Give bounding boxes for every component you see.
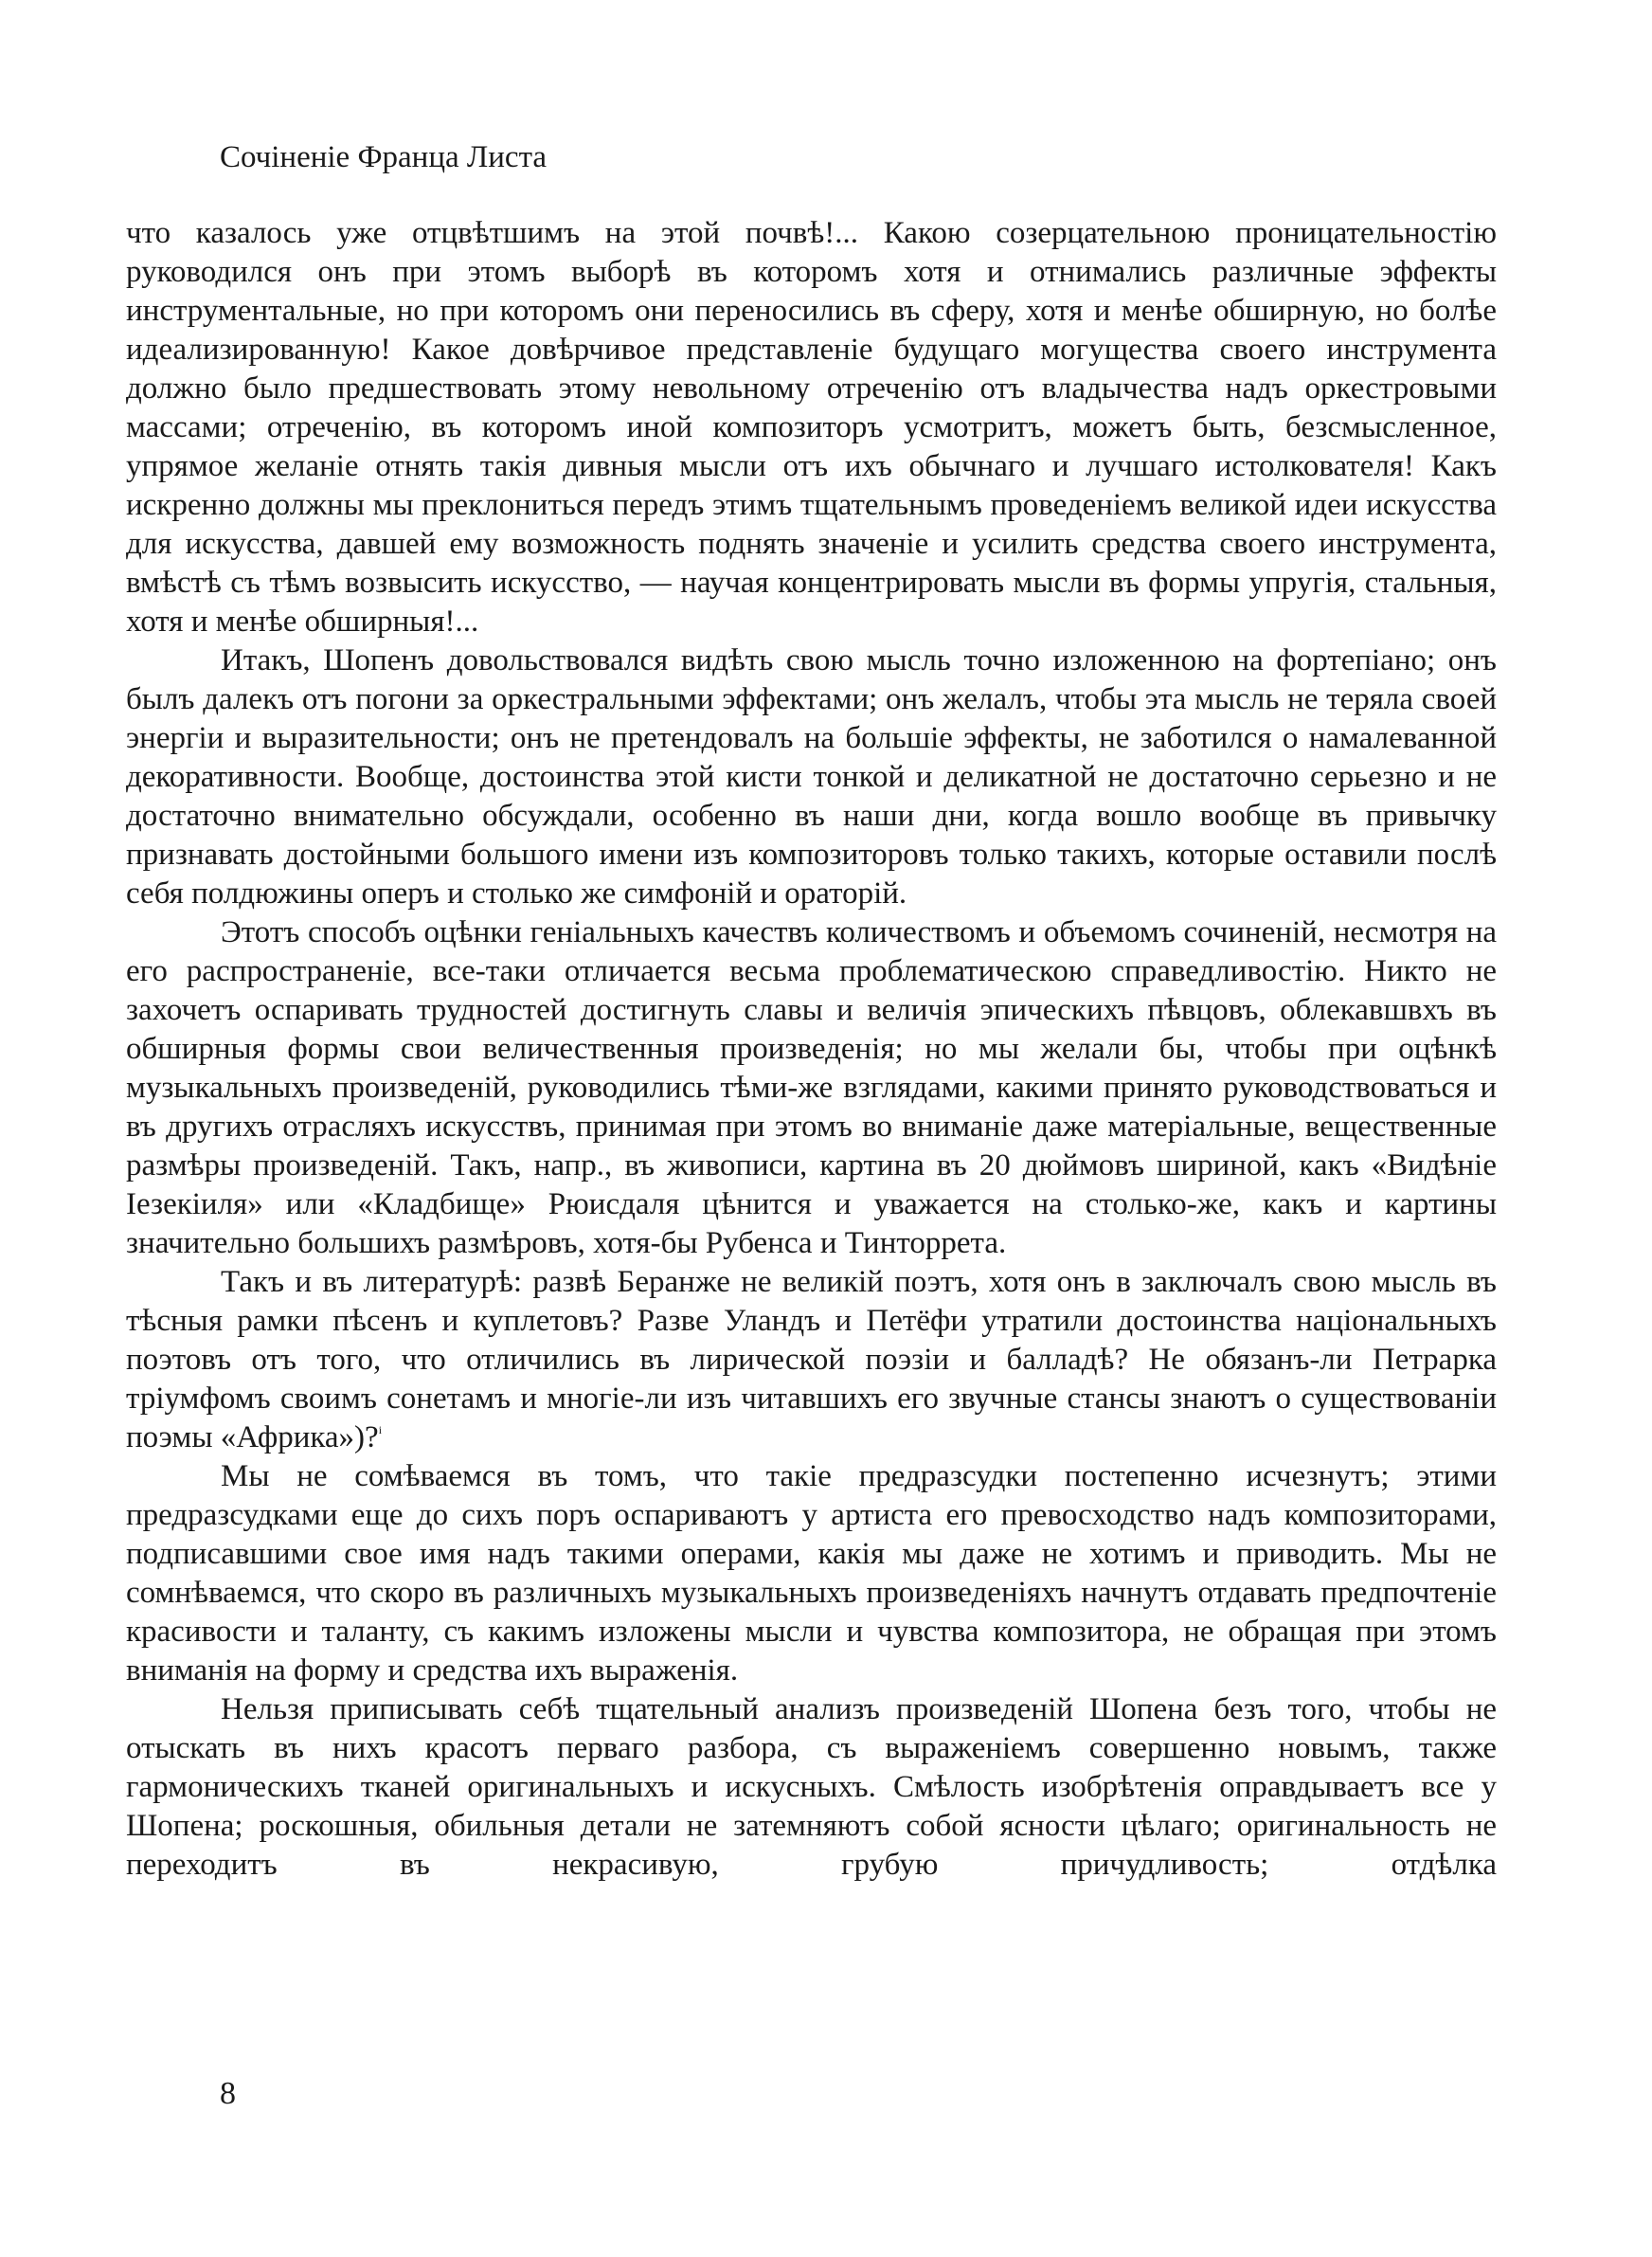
paragraph-4-text: Такъ и въ литературѣ: развѣ Беранже не великiй поэтъ, хотя онъ в заключалъ свою мысль въ тѣсныя рамки пѣсенъ и куплетовъ? Разве Уландъ и Петёфи утратили достоинства нацiональныхъ поэтовъ отъ того, что отличились въ лирической поэзiи и балладѣ? Не обязанъ-ли Петрарка трiумфомъ своимъ сонетамъ и многiе-ли изъ читавшихъ его звучные стансы знаютъ о существованiи поэмы «Африка»)? bbox=[126, 1265, 1497, 1454]
footnote-marker[interactable]: i bbox=[378, 1423, 383, 1436]
paragraph-1 bbox=[126, 214, 1497, 641]
paragraph-2 bbox=[126, 641, 1497, 913]
paragraph-5 bbox=[126, 1457, 1497, 1690]
paragraph-5-text: Мы не сомѣваемся въ томъ, что такiе предразсудки постепенно исчезнутъ; этими предразсудками еще до сихъ поръ оспариваютъ у артиста его превосходство надъ композиторами, подписавшими свое имя надъ такими операми, какiя мы даже не хотимъ и приводить. Мы не сомнѣваемся, что скоро въ различныхъ музыкальныхъ произведенiяхъ начнутъ отдавать предпочтенiе красивости и таланту, съ какимъ изложены мысли и чувства композитора, не обращая при этомъ вниманiя на форму и средства ихъ выраженiя. bbox=[126, 1459, 1497, 1688]
paragraph-1-text: что казалось уже отцвѣтшимъ на этой почвѣ!... Какою созерцательною проницательностiю руководился онъ при этомъ выборѣ въ которомъ хотя и отнимались различные эффекты инструментальные, но при которомъ они переносились въ сферу, хотя и менѣе обширную, но болѣе идеализированную! Какое довѣрчивое представленiе будущаго могущества своего инструмента должно было предшествовать этому невольному отреченiю отъ владычества надъ оркестровыми массами; отреченiю, въ которомъ иной композиторъ усмотритъ, можетъ быть, безсмысленное, упрямое желанiе отнять такiя дивныя мысли отъ ихъ обычнаго и лучшаго истолкователя! Какъ искренно должны мы преклониться передъ этимъ тщательнымъ проведенiемъ великой идеи искусства для искусства, давшей ему возможность поднять значенiе и усилить средства своего инструмента, вмѣстѣ съ тѣмъ возвысить искусство, — научая концентрировать мысли въ формы упругiя, стальныя, хотя и менѣе обширныя!... bbox=[126, 216, 1497, 639]
paragraph-6-text: Нельзя приписывать себѣ тщательный анализъ произведенiй Шопена безъ того, чтобы не отыскать въ нихъ красотъ перваго разбора, съ выраженiемъ совершенно новымъ, также гармоническихъ тканей оригинальныхъ и искусныхъ. Смѣлость изобрѣтенiя оправдываетъ все у Шопена; роскошныя, обильныя детали не затемняютъ собой ясности цѣлаго; оригинальность не переходитъ въ некрасивую, грубую причудливость; отдѣлка bbox=[126, 1692, 1497, 1882]
paragraph-6 bbox=[126, 1690, 1497, 1885]
paragraph-4 bbox=[126, 1263, 1497, 1457]
paragraph-2-text: Итакъ, Шопенъ довольствовался видѣть свою мысль точно изложенною на фортепiано; онъ былъ далекъ отъ погони за оркестральными эффектами; онъ желалъ, чтобы эта мысль не теряла своей энергiи и выразительности; онъ не претендовалъ на большiе эффекты, не заботился о намалеванной декоративности. Вообще, достоинства этой кисти тонкой и деликатной не достаточно серьезно и не достаточно внимательно обсуждали, особенно въ наши дни, когда вошло вообще въ привычку признавать достойными большого имени изъ композиторовъ только такихъ, которые оставили послѣ себя полдюжины оперъ и столько же симфонiй и ораторiй. bbox=[126, 643, 1497, 911]
paragraph-3 bbox=[126, 913, 1497, 1263]
running-header: Сочiненiе Франца Листа bbox=[220, 140, 548, 174]
paragraph-3-text: Этотъ способъ оцѣнки генiальныхъ качествъ количествомъ и объемомъ сочиненiй, несмотря на его распространенiе, все-таки отличается весьма проблематическою справедливостiю. Никто не захочетъ оспаривать трудностей достигнуть славы и величiя эпическихъ пѣвцовъ, облекавшвхъ въ обширныя формы свои величественныя произведенiя; но мы желали бы, чтобы при оцѣнкѣ музыкальныхъ произведенiй, руководились тѣми-же взглядами, какими принято руководствоваться и въ другихъ отрасляхъ искусствъ, принимая при этомъ во вниманiе даже матерiальные, вещественные размѣры произведенiй. Такъ, напр., въ живописи, картина въ 20 дюймовъ шириной, какъ «Видѣнiе Iезекiиля» или «Кладбище» Рюисдаля цѣнится и уважается на столько-же, какъ и картины значительно большихъ размѣровъ, хотя-бы Рубенса и Тинторрета. bbox=[126, 915, 1497, 1260]
body-text bbox=[126, 214, 1497, 1885]
page-number: 8 bbox=[220, 2076, 236, 2111]
